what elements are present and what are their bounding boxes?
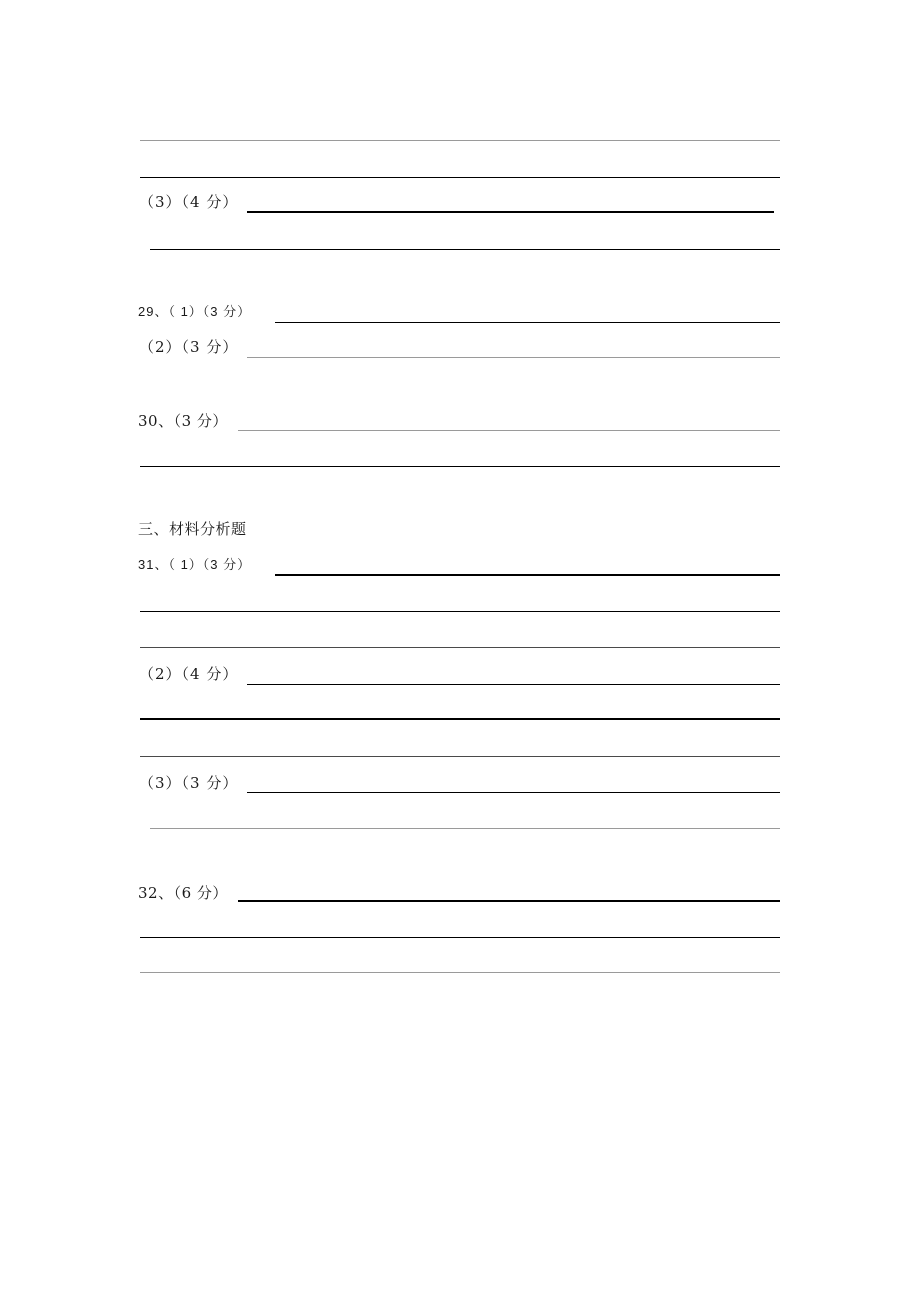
answer-line[interactable] [140, 718, 780, 720]
answer-line[interactable] [247, 684, 780, 685]
answer-line[interactable] [150, 828, 780, 829]
answer-line[interactable] [140, 647, 780, 648]
answer-line[interactable] [140, 177, 780, 178]
question-label: （3）（3 分） [139, 774, 239, 792]
question-label: 31、（ 1）（3 分） [138, 557, 252, 572]
answer-line[interactable] [238, 430, 780, 431]
question-label: （3）（4 分） [139, 193, 239, 211]
answer-line[interactable] [140, 611, 780, 612]
answer-line[interactable] [247, 211, 774, 213]
question-label: （2）（3 分） [139, 338, 239, 356]
answer-line[interactable] [247, 792, 780, 793]
answer-line[interactable] [140, 756, 780, 757]
answer-line[interactable] [247, 357, 780, 358]
question-label: 30、（3 分） [138, 412, 228, 430]
answer-line[interactable] [275, 574, 780, 576]
answer-line[interactable] [275, 322, 780, 323]
answer-line[interactable] [140, 937, 780, 938]
question-label: （2）（4 分） [139, 665, 239, 683]
answer-line[interactable] [140, 466, 780, 467]
question-label: 29、（ 1）（3 分） [138, 304, 252, 319]
question-label: 32、（6 分） [138, 884, 228, 902]
answer-line[interactable] [238, 900, 780, 902]
answer-line[interactable] [140, 140, 780, 141]
answer-line[interactable] [140, 972, 780, 973]
answer-line[interactable] [150, 249, 780, 250]
section-heading: 三、材料分析题 [138, 520, 247, 538]
